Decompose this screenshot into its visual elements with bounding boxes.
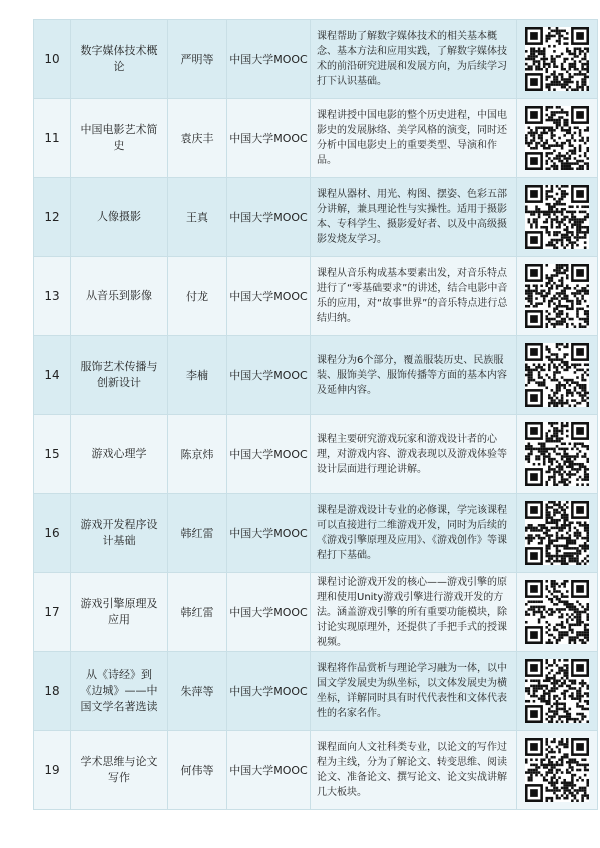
course-row [34,731,598,810]
course-row [34,336,598,415]
course-name: 游戏心理学 [71,415,168,494]
qr-code-cell [517,178,598,257]
course-platform: 中国大学MOOC [227,99,311,178]
course-platform: 中国大学MOOC [227,573,311,652]
qr-code-cell [517,415,598,494]
course-table-body [34,20,598,810]
course-row [34,257,598,336]
qr-code-cell [517,257,598,336]
course-row [34,415,598,494]
qr-code-icon[interactable] [525,185,589,249]
course-number: 18 [34,652,71,731]
course-description: 课程主要研究游戏玩家和游戏设计者的心理，对游戏内容、游戏表现以及游戏体验等设计层面进行理论讲解。 [311,415,517,494]
course-number: 12 [34,178,71,257]
course-name: 服饰艺术传播与创新设计 [71,336,168,415]
course-number: 13 [34,257,71,336]
course-number: 15 [34,415,71,494]
course-platform: 中国大学MOOC [227,415,311,494]
qr-code-icon[interactable] [525,659,589,723]
course-number: 11 [34,99,71,178]
course-row [34,99,598,178]
course-number: 16 [34,494,71,573]
qr-code-icon[interactable] [525,738,589,802]
course-name: 从音乐到影像 [71,257,168,336]
course-description: 课程是游戏设计专业的必修课，学完该课程可以直接进行二维游戏开发，同时为后续的《游戏引擎原理及应用》、《游戏创作》等课程打下基础。 [311,494,517,573]
course-teacher: 韩红雷 [168,573,227,652]
course-number: 17 [34,573,71,652]
course-description: 课程讲授中国电影的整个历史进程，中国电影史的发展脉络、美学风格的演变，同时还分析中国电影史上的重要类型、导演和作品。 [311,99,517,178]
course-description: 课程帮助了解数字媒体技术的相关基本概念、基本方法和应用实践，了解数字媒体技术的前沿研究进展和发展方向，为后续学习打下认识基础。 [311,20,517,99]
course-number: 19 [34,731,71,810]
course-teacher: 韩红雷 [168,494,227,573]
course-number: 10 [34,20,71,99]
course-description: 课程从音乐构成基本要素出发，对音乐特点进行了“零基础要求”的讲述，结合电影中音乐的应用，对“故事世界”的音乐特点进行总结归纳。 [311,257,517,336]
course-name: 游戏引擎原理及应用 [71,573,168,652]
qr-code-icon[interactable] [525,343,589,407]
course-teacher: 袁庆丰 [168,99,227,178]
course-row [34,20,598,99]
qr-code-cell [517,652,598,731]
qr-code-icon[interactable] [525,580,589,644]
qr-code-cell [517,731,598,810]
qr-code-cell [517,494,598,573]
course-teacher: 陈京炜 [168,415,227,494]
course-number: 14 [34,336,71,415]
course-platform: 中国大学MOOC [227,652,311,731]
course-teacher: 付龙 [168,257,227,336]
course-name: 游戏开发程序设计基础 [71,494,168,573]
qr-code-icon[interactable] [525,106,589,170]
qr-code-cell [517,336,598,415]
course-description: 课程从器材、用光、构图、摆姿、色彩五部分讲解，兼具理论性与实操性。适用于摄影本、专科学生、摄影爱好者、以及中高级摄影发烧友学习。 [311,178,517,257]
course-description: 课程将作品赏析与理论学习融为一体，以中国文学发展史为纵坐标，以文体发展史为横坐标，详解同时具有时代代表性和文体代表性的名家名作。 [311,652,517,731]
course-description: 课程面向人文社科类专业，以论文的写作过程为主线，分为了解论文、转变思维、阅读论文、准备论文、撰写论文、论文实战讲解几大板块。 [311,731,517,810]
course-name: 中国电影艺术简史 [71,99,168,178]
course-platform: 中国大学MOOC [227,178,311,257]
course-teacher: 朱萍等 [168,652,227,731]
course-name: 从《诗经》到《边城》——中国文学名著选读 [71,652,168,731]
course-platform: 中国大学MOOC [227,494,311,573]
qr-code-cell [517,20,598,99]
course-teacher: 严明等 [168,20,227,99]
course-row [34,178,598,257]
course-description: 课程讨论游戏开发的核心——游戏引擎的原理和使用Unity游戏引擎进行游戏开发的方法。涵盖游戏引擎的所有重要功能模块，除讨论实现原理外，还提供了手把手式的授课视频。 [311,573,517,652]
qr-code-icon[interactable] [525,422,589,486]
course-name: 学术思维与论文写作 [71,731,168,810]
course-teacher: 王真 [168,178,227,257]
course-teacher: 何伟等 [168,731,227,810]
course-name: 数字媒体技术概论 [71,20,168,99]
qr-code-icon[interactable] [525,264,589,328]
qr-code-cell [517,573,598,652]
qr-code-icon[interactable] [525,501,589,565]
course-name: 人像摄影 [71,178,168,257]
course-description: 课程分为6个部分，覆盖服装历史、民族服装、服饰美学、服饰传播等方面的基本内容及延伸内容。 [311,336,517,415]
course-platform: 中国大学MOOC [227,731,311,810]
course-row [34,573,598,652]
course-row [34,652,598,731]
qr-code-cell [517,99,598,178]
course-platform: 中国大学MOOC [227,257,311,336]
course-platform: 中国大学MOOC [227,20,311,99]
course-row [34,494,598,573]
course-platform: 中国大学MOOC [227,336,311,415]
course-teacher: 李楠 [168,336,227,415]
qr-code-icon[interactable] [525,27,589,91]
course-table [33,19,598,810]
